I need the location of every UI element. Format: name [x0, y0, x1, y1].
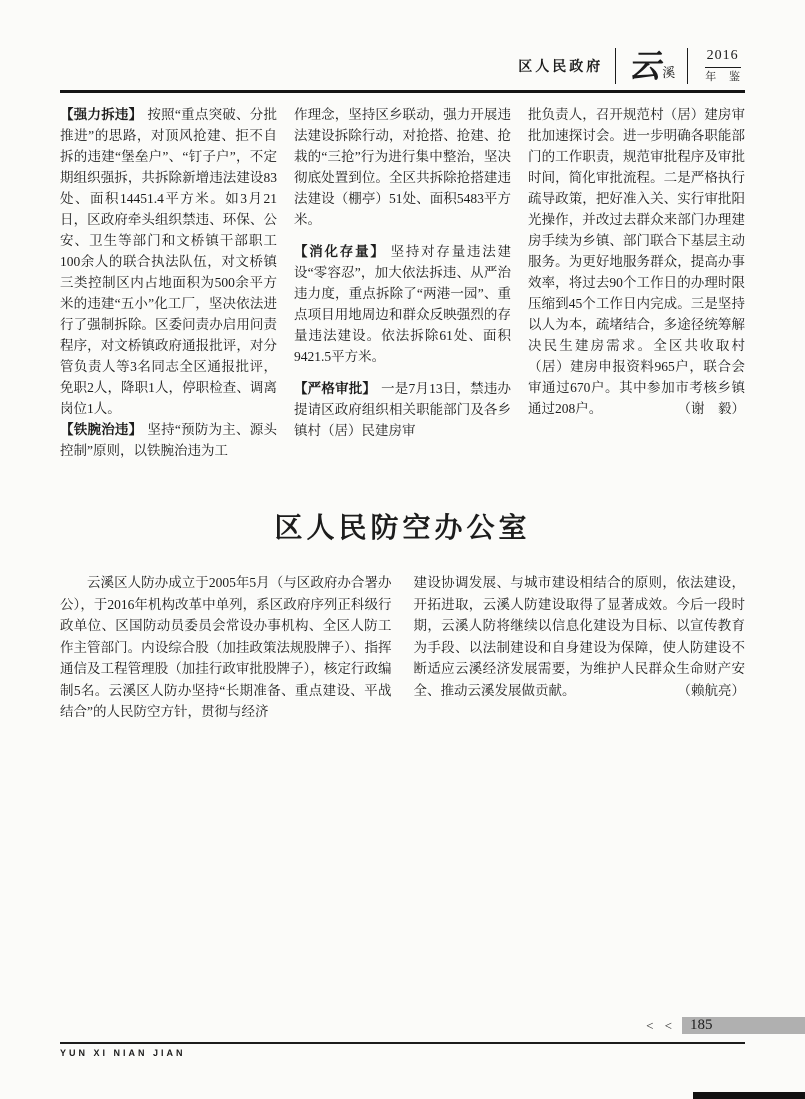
column-2 [294, 104, 511, 461]
page-header [60, 44, 745, 88]
air-defense-body: 建设协调发展、与城市建设相结合的原则，依法建设，开拓进取，云溪人防建设取得了显著成效。今后一段时期，云溪人防将继续以信息化建设为目标、以宣传教育为手段、以法制建设和自身建设为保障，使人防建设不断适应云溪经济发展需要，为维护人民群众生命财产安全、推动云溪发展做贡献。 [413, 575, 745, 698]
entry-iron-fist [60, 419, 277, 461]
entry-continuation: 作理念，坚持区乡联动，强力开展违法建设拆除行动，对抢搭、抢建、抢栽的“三抢”行为进行集中整治，坚决彻底处置到位。全区共拆除抢搭建违法建设（棚亭）51处、面积5483平方米。 [294, 107, 511, 227]
entry-forced-demolition [60, 104, 277, 419]
author-byline: （谢 毅） [677, 401, 745, 416]
entry-body: 批负责人，召开规范村（居）建房审批加速探讨会。进一步明确各职能部门的工作职责，规范审批程序及审批时间，简化审批流程。二是严格执行疏导政策，把好准入关、实行审批阳光操作，并改过去群众来部门办理建房手续为乡镇、部门联合下基层主动服务。为更好地服务群众，提高办事效率，将过去90个工作日的办理时限压缩到45个工作日内完成。三是坚持以人为本，疏堵结合，多途径统筹解决民生建房需求。全区共收取村（居）建房申报资料965户，联合会审通过670户。其中参加市考核乡镇通过208户。 [528, 107, 745, 416]
government-entries-section [60, 104, 745, 461]
air-defense-left-column [60, 572, 392, 723]
entry-body: 坚持对存量违法建设“零容忍”，加大依法拆违、从严治违力度，重点拆除了“两港一园”、重点项目用地周边和群众反映强烈的存量违法建设。依法拆除61处、面积9421.5平方米。 [294, 244, 512, 364]
yearbook-logo-small-char: 溪 [662, 65, 676, 80]
page-number-bar [682, 1017, 805, 1034]
yearbook-logo-big-char: 云 [628, 48, 661, 84]
entry-head: 【强力拆违】 [60, 107, 143, 122]
yearbook-romanized-title: YUN XI NIAN JIAN [60, 1048, 186, 1058]
air-defense-text-right [414, 572, 746, 701]
air-defense-text-left: 云溪区人防办成立于2005年5月（与区政府办合署办公），于2016年机构改革中单列，系区政府序列正科级行政单位、区国防动员委员会常设办事机构、全区人防工作主管部门。内设综合股（加挂政策法规股牌子）、指挥通信及工程管理股（加挂行政审批股牌子），核定行政编制5名。云溪区人防办坚持“长期准备、重点建设、平战结合”的人民防空方针，贯彻与经济 [60, 575, 392, 719]
yearbook-year: 2016 [706, 48, 739, 63]
air-defense-right-column [414, 572, 746, 723]
footer-rule [60, 1042, 745, 1044]
entry-strict-approval [294, 378, 511, 441]
yearbook-logo [628, 50, 675, 82]
yearbook-label: 年 鉴 [705, 71, 745, 83]
entry-head: 【消化存量】 [294, 244, 386, 259]
entry-body: 按照“重点突破、分批推进”的思路，对顶风抢建、拒不自拆的违建“堡垒户”、“钉子户”，不定期组织强拆，共拆除新增违法建设83处、面积14451.4平方米。如3月21日，区政府牵头组织禁违、环保、公安、卫生等部门和文桥镇干部职工100余人的联合执法队伍，对文桥镇三类控制区内占地面积为500余平方米的违建“五小”化工厂，坚决依法进行了强制拆除。区委问责办启用问责程序，对文桥镇政府通报批评，对分管负责人等3名同志全区通报批评，免职2人，降职1人，停职检查、调离岗位1人。 [60, 107, 277, 416]
page-number-row [0, 1017, 805, 1034]
page-edge-mark [693, 1092, 805, 1099]
column-1 [60, 104, 277, 461]
yearbook-year-block [700, 49, 745, 83]
header-divider-left [615, 48, 616, 84]
header-rule [60, 90, 745, 93]
air-defense-section [60, 572, 745, 723]
section-title: 区人民防空办公室 [274, 513, 531, 544]
header-section-label: 区人民政府 [518, 58, 604, 74]
entry-digest-stock [294, 241, 511, 367]
page-number-marks: < < [646, 1017, 676, 1033]
header-divider-right [687, 48, 688, 84]
entry-body: 坚持“预防为主、源头控制”原则，以铁腕治违为工 [60, 422, 277, 458]
page-number: 185 [690, 1017, 713, 1033]
yearbook-year-divider [705, 67, 741, 68]
entry-body: 一是7月13日，禁违办提请区政府组织相关职能部门及各乡镇村（居）民建房审 [294, 381, 512, 438]
entry-head: 【严格审批】 [294, 381, 377, 396]
column-3 [528, 104, 745, 461]
entry-head: 【铁腕治违】 [60, 422, 143, 437]
author-byline: （赖航亮） [677, 682, 745, 698]
entry-continuation [528, 104, 745, 419]
